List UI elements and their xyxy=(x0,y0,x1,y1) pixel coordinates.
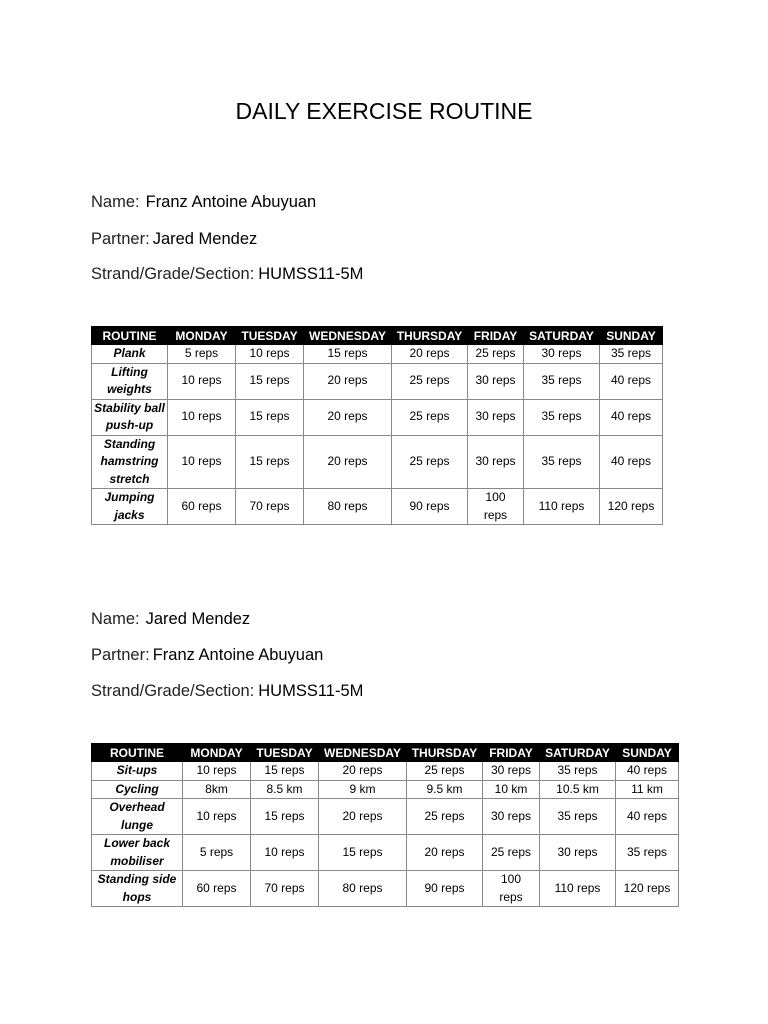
section-line-2 xyxy=(91,681,363,701)
cell-wednesday: 20 reps xyxy=(304,363,392,399)
routine-name: Lower back mobiliser xyxy=(92,835,183,871)
header-row xyxy=(92,744,679,762)
cell-tuesday: 10 reps xyxy=(236,345,304,364)
cell-thursday: 25 reps xyxy=(392,399,468,435)
cell-saturday: 35 reps xyxy=(524,363,600,399)
cell-saturday: 10.5 km xyxy=(540,780,616,799)
table-row xyxy=(92,363,663,399)
cell-friday: 25 reps xyxy=(483,835,540,871)
name-label: Name: xyxy=(91,193,140,211)
table-row xyxy=(92,835,679,871)
cell-saturday: 35 reps xyxy=(540,762,616,781)
cell-monday: 60 reps xyxy=(183,871,251,907)
name-value: Franz Antoine Abuyuan xyxy=(145,193,317,211)
section-label: Strand/Grade/Section: xyxy=(91,682,255,700)
cell-monday: 8km xyxy=(183,780,251,799)
cell-sunday: 40 reps xyxy=(616,762,679,781)
cell-tuesday: 8.5 km xyxy=(251,780,319,799)
table-row xyxy=(92,780,679,799)
section-line-1 xyxy=(91,264,363,284)
routine-name: Overhead lunge xyxy=(92,799,183,835)
cell-wednesday: 20 reps xyxy=(319,799,407,835)
cell-friday: 100 reps xyxy=(468,489,524,525)
cell-sunday: 35 reps xyxy=(600,345,663,364)
table-row xyxy=(92,489,663,525)
cell-wednesday: 80 reps xyxy=(304,489,392,525)
header-wednesday: WEDNESDAY xyxy=(304,327,392,345)
cell-thursday: 90 reps xyxy=(407,871,483,907)
cell-sunday: 11 km xyxy=(616,780,679,799)
cell-saturday: 30 reps xyxy=(540,835,616,871)
routine-name: Stability ball push-up xyxy=(92,399,168,435)
cell-wednesday: 20 reps xyxy=(304,435,392,489)
name-label: Name: xyxy=(91,610,140,628)
cell-tuesday: 15 reps xyxy=(236,435,304,489)
routine-name: Jumping jacks xyxy=(92,489,168,525)
cell-friday: 25 reps xyxy=(468,345,524,364)
cell-thursday: 25 reps xyxy=(407,799,483,835)
cell-friday: 30 reps xyxy=(468,363,524,399)
header-row xyxy=(92,327,663,345)
cell-monday: 5 reps xyxy=(168,345,236,364)
routine-name: Standing side hops xyxy=(92,871,183,907)
header-monday: MONDAY xyxy=(168,327,236,345)
routine-name: Sit-ups xyxy=(92,762,183,781)
section-label: Strand/Grade/Section: xyxy=(91,265,255,283)
cell-monday: 10 reps xyxy=(168,435,236,489)
cell-sunday: 35 reps xyxy=(616,835,679,871)
table-row xyxy=(92,762,679,781)
name-line-2 xyxy=(91,609,250,629)
table-row xyxy=(92,799,679,835)
header-sunday: SUNDAY xyxy=(600,327,663,345)
cell-monday: 10 reps xyxy=(168,399,236,435)
page-title: DAILY EXERCISE ROUTINE xyxy=(235,98,533,124)
cell-saturday: 110 reps xyxy=(540,871,616,907)
section-value: HUMSS11-5M xyxy=(258,682,364,700)
cell-thursday: 9.5 km xyxy=(407,780,483,799)
table-row xyxy=(92,399,663,435)
cell-friday: 30 reps xyxy=(483,762,540,781)
cell-sunday: 120 reps xyxy=(616,871,679,907)
cell-wednesday: 9 km xyxy=(319,780,407,799)
cell-tuesday: 15 reps xyxy=(251,762,319,781)
name-value: Jared Mendez xyxy=(145,610,251,628)
cell-friday: 30 reps xyxy=(468,399,524,435)
cell-friday: 100 reps xyxy=(483,871,540,907)
cell-tuesday: 70 reps xyxy=(251,871,319,907)
routine-table-1 xyxy=(91,326,663,525)
cell-thursday: 20 reps xyxy=(407,835,483,871)
header-routine: ROUTINE xyxy=(92,327,168,345)
routine-name: Cycling xyxy=(92,780,183,799)
cell-thursday: 90 reps xyxy=(392,489,468,525)
header-friday: FRIDAY xyxy=(483,744,540,762)
header-routine: ROUTINE xyxy=(92,744,183,762)
partner-label: Partner: xyxy=(91,646,150,664)
cell-thursday: 25 reps xyxy=(392,435,468,489)
header-thursday: THURSDAY xyxy=(407,744,483,762)
partner-value: Franz Antoine Abuyuan xyxy=(152,646,324,664)
routine-table-2 xyxy=(91,743,679,907)
header-thursday: THURSDAY xyxy=(392,327,468,345)
cell-tuesday: 15 reps xyxy=(236,363,304,399)
table-row xyxy=(92,435,663,489)
header-wednesday: WEDNESDAY xyxy=(319,744,407,762)
cell-thursday: 20 reps xyxy=(392,345,468,364)
cell-sunday: 120 reps xyxy=(600,489,663,525)
cell-saturday: 35 reps xyxy=(524,399,600,435)
section-value: HUMSS11-5M xyxy=(258,265,364,283)
cell-friday: 10 km xyxy=(483,780,540,799)
partner-line-2 xyxy=(91,645,323,665)
partner-label: Partner: xyxy=(91,230,150,248)
cell-saturday: 35 reps xyxy=(524,435,600,489)
cell-tuesday: 70 reps xyxy=(236,489,304,525)
header-saturday: SATURDAY xyxy=(524,327,600,345)
table-row xyxy=(92,345,663,364)
cell-wednesday: 15 reps xyxy=(304,345,392,364)
cell-sunday: 40 reps xyxy=(600,435,663,489)
header-saturday: SATURDAY xyxy=(540,744,616,762)
routine-name: Standing hamstring stretch xyxy=(92,435,168,489)
cell-wednesday: 80 reps xyxy=(319,871,407,907)
cell-monday: 10 reps xyxy=(168,363,236,399)
partner-value: Jared Mendez xyxy=(152,230,258,248)
name-line-1 xyxy=(91,192,316,212)
cell-wednesday: 20 reps xyxy=(319,762,407,781)
cell-sunday: 40 reps xyxy=(616,799,679,835)
routine-name: Lifting weights xyxy=(92,363,168,399)
cell-tuesday: 10 reps xyxy=(251,835,319,871)
header-sunday: SUNDAY xyxy=(616,744,679,762)
header-friday: FRIDAY xyxy=(468,327,524,345)
cell-thursday: 25 reps xyxy=(392,363,468,399)
partner-line-1 xyxy=(91,229,257,249)
cell-wednesday: 15 reps xyxy=(319,835,407,871)
cell-monday: 5 reps xyxy=(183,835,251,871)
cell-tuesday: 15 reps xyxy=(236,399,304,435)
cell-friday: 30 reps xyxy=(483,799,540,835)
cell-monday: 60 reps xyxy=(168,489,236,525)
cell-saturday: 35 reps xyxy=(540,799,616,835)
cell-wednesday: 20 reps xyxy=(304,399,392,435)
cell-monday: 10 reps xyxy=(183,799,251,835)
cell-sunday: 40 reps xyxy=(600,363,663,399)
header-tuesday: TUESDAY xyxy=(251,744,319,762)
cell-sunday: 40 reps xyxy=(600,399,663,435)
cell-monday: 10 reps xyxy=(183,762,251,781)
cell-friday: 30 reps xyxy=(468,435,524,489)
cell-thursday: 25 reps xyxy=(407,762,483,781)
routine-name: Plank xyxy=(92,345,168,364)
header-monday: MONDAY xyxy=(183,744,251,762)
header-tuesday: TUESDAY xyxy=(236,327,304,345)
cell-saturday: 110 reps xyxy=(524,489,600,525)
table-row xyxy=(92,871,679,907)
cell-tuesday: 15 reps xyxy=(251,799,319,835)
cell-saturday: 30 reps xyxy=(524,345,600,364)
